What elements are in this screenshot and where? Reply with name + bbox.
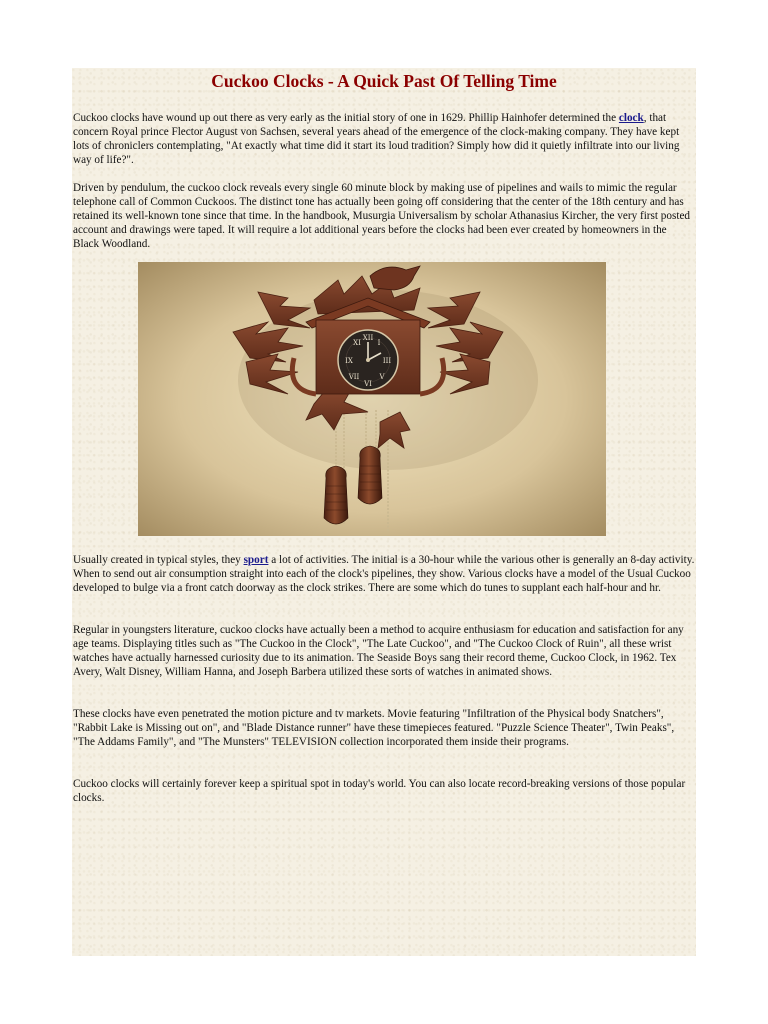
svg-text:VI: VI bbox=[364, 380, 372, 388]
paragraph-styles-text-1: Usually created in typical styles, they bbox=[73, 554, 244, 566]
paragraph-history-text-1: Cuckoo clocks have wound up out there as very early as the initial story of one in 1629. Phillip Hainhofer determined the bbox=[73, 112, 619, 124]
cuckoo-clock-photo bbox=[138, 262, 606, 536]
page-title: Cuckoo Clocks - A Quick Past Of Telling Time bbox=[211, 71, 557, 91]
svg-text:IX: IX bbox=[345, 357, 353, 365]
svg-text:V: V bbox=[379, 373, 385, 381]
svg-text:I: I bbox=[377, 339, 381, 347]
svg-text:III: III bbox=[382, 357, 392, 365]
paragraph-literature: Regular in youngsters literature, cuckoo clocks have actually been a method to acquire enthusiasm for education and satisfaction for any age teams. Displaying titles such as "The Cuckoo in the Clock", "The Late Cuckoo", and "The Cuckoo Clock of Ruin", all these wrist watches have actually harnessed curiosity due to its animation. The Seaside Boys sang their record theme, Cuckoo Clock, in 1962. Tex Avery, Walt Disney, William Hanna, and Joseph Barbera utilized these sorts of watches in animated shows. bbox=[73, 624, 684, 678]
svg-text:XII: XII bbox=[362, 334, 374, 342]
paragraph-pendulum: Driven by pendulum, the cuckoo clock reveals every single 60 minute block by making use of pipelines and wails to mimic the regular telephone call of Common Cuckoos. The distinct tone has actually been going off considering that the center of the 18th century and has retained its well-known tone since that time. In the handbook, Musurgia Universalism by scholar Athanasius Kircher, the very first posted account and drawings were taped. It will require a lot additional years before the clocks had been ever created by homeowners in the Black Woodland. bbox=[73, 182, 691, 250]
document-page bbox=[72, 68, 696, 956]
paragraph-movies: These clocks have even penetrated the motion picture and tv markets. Movie featuring "Infiltration of the Physical body Snatchers", "Rabbit Lake is Missing out on", and "Blade Distance runner" have these timepieces featured. "Puzzle Science Theater", Twin Peaks", "The Addams Family", and "The Munsters" TELEVISION collection incorporated them inside their programs. bbox=[73, 708, 675, 748]
paragraph-styles bbox=[73, 553, 695, 595]
paragraph-history bbox=[73, 111, 695, 167]
paragraph-styles-text-2: a lot of activities. The initial is a 30-hour while the various other is generally an 8-day activity. When to send out air consumption straight into each of the clock's pipelines, they show. Various clocks have a model of the Usual Cuckoo developed to bulge via a front catch doorway as the clock strikes. There are some which do tunes to supplant each half-hour and hr. bbox=[73, 554, 695, 594]
svg-text:VII: VII bbox=[348, 373, 360, 381]
svg-text:XI: XI bbox=[353, 339, 361, 347]
paragraph-history-text-2: , that concern Royal prince Flector August von Sachsen, several years ahead of the emergence of the clock-making company. They have kept lots of chroniclers contemplating, "At exactly what time did it start its loud tradition? Simply how did it quietly infiltrate into our living way of life?". bbox=[73, 112, 680, 166]
paragraph-conclusion: Cuckoo clocks will certainly forever keep a spiritual spot in today's world. You can also locate record-breaking versions of those popular clocks. bbox=[73, 778, 686, 804]
sport-link[interactable]: sport bbox=[243, 554, 269, 566]
clock-link[interactable]: clock bbox=[618, 112, 644, 124]
